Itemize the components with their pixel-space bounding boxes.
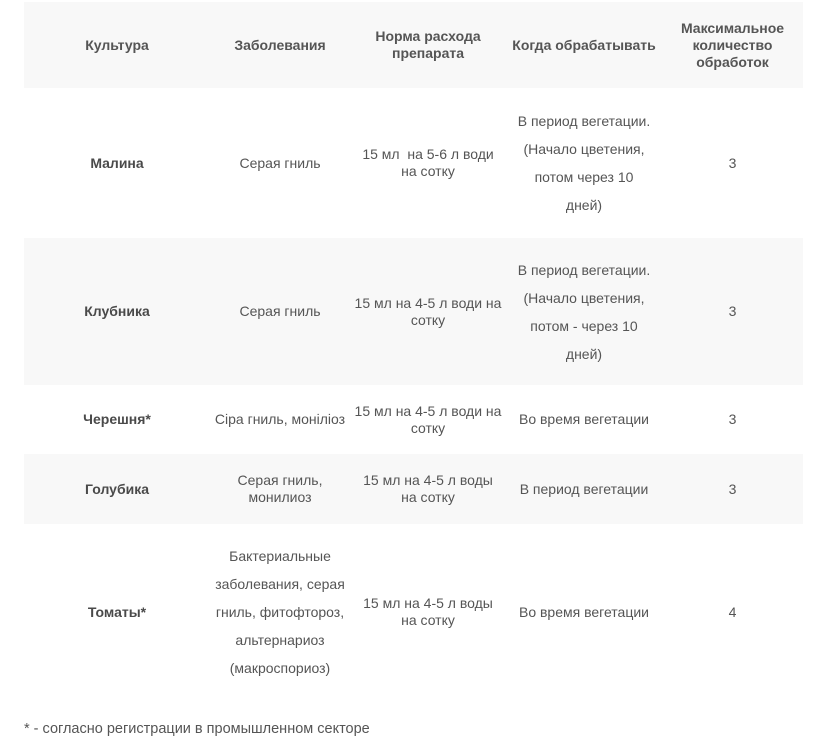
header-rate [350, 2, 506, 88]
table-row [24, 238, 803, 385]
cell-rate [350, 385, 506, 454]
cell-line: монилиоз [248, 489, 312, 505]
header-when: Когда обрабатывать [512, 36, 656, 53]
header-row [24, 2, 803, 88]
header-max-line: Максимальное [680, 19, 785, 36]
header-max-line: обработок [696, 53, 769, 70]
cell-diseases [210, 524, 350, 700]
table-row [24, 88, 803, 238]
cell-line: Бактериальные [229, 548, 331, 564]
header-culture: Культура [85, 36, 149, 53]
cell-max: 3 [728, 303, 737, 319]
table-body [24, 88, 803, 700]
cell-when [506, 524, 662, 700]
cell-line: (Начало цветения, [523, 289, 645, 306]
cell-line: 15 мл на 4-5 л воды [363, 595, 493, 611]
cell-line: 15 мл на 5-6 л води [362, 146, 494, 162]
table-row [24, 385, 803, 454]
header-max-line: количество [692, 36, 773, 53]
cell-line: 15 мл на 4-5 л води на [354, 294, 502, 311]
cell-culture: Голубика [85, 480, 149, 497]
header-max-treatments [662, 2, 803, 88]
header-rate-line: препарата [391, 45, 465, 61]
cell-when [506, 385, 662, 454]
cell-max: 3 [728, 154, 737, 171]
footnote: * - согласно регистрации в промышленном секторе [24, 721, 370, 737]
cell-line: на сотку [401, 489, 455, 505]
cell-diseases [210, 88, 350, 238]
cell-line: Сіра гниль, моніліоз [214, 411, 346, 427]
cell-line: на сотку [401, 612, 455, 628]
cell-when [506, 238, 662, 385]
cell-max: 4 [728, 603, 737, 620]
treatment-table [24, 2, 803, 700]
cell-rate [350, 454, 506, 524]
cell-line: потом через 10 [534, 169, 634, 185]
cell-culture: Черешня* [83, 411, 151, 427]
cell-line: 15 мл на 4-5 л води на [354, 402, 502, 419]
cell-line: сотку [410, 419, 446, 436]
cell-rate [350, 88, 506, 238]
header-diseases: Заболевания [234, 36, 326, 53]
cell-line: дней) [565, 197, 603, 213]
cell-line: В период вегетации. [517, 261, 651, 278]
cell-culture: Клубника [84, 303, 150, 319]
cell-line: В период вегетации [519, 480, 649, 497]
cell-culture: Малина [90, 154, 144, 171]
cell-when [506, 454, 662, 524]
cell-line: Во время вегетации [518, 603, 649, 620]
treatment-table-container [24, 2, 803, 700]
table-header [24, 2, 803, 88]
cell-line: потом - через 10 [530, 317, 638, 334]
cell-culture: Томаты* [87, 603, 147, 620]
cell-max: 3 [728, 480, 737, 497]
cell-diseases [210, 454, 350, 524]
cell-line: заболевания, серая [215, 576, 345, 592]
cell-line: Серая гниль [239, 303, 321, 319]
cell-line: альтернариоз [235, 632, 325, 648]
cell-line: В период вегетации. [517, 113, 651, 129]
header-rate-line: Норма расхода [375, 28, 481, 44]
cell-diseases [210, 385, 350, 454]
cell-line: (Начало цветения, [523, 141, 645, 157]
cell-line: на сотку [401, 163, 455, 179]
table-row [24, 524, 803, 700]
table-row [24, 454, 803, 524]
cell-line: Серая гниль [239, 154, 321, 171]
cell-max: 3 [728, 411, 737, 427]
cell-rate [350, 524, 506, 700]
cell-line: Серая гниль, [237, 472, 323, 488]
cell-diseases [210, 238, 350, 385]
cell-when [506, 88, 662, 238]
cell-line: Во время вегетации [518, 411, 649, 427]
cell-line: 15 мл на 4-5 л воды [363, 472, 493, 488]
cell-rate [350, 238, 506, 385]
cell-line: сотку [410, 311, 446, 328]
cell-line: гниль, фитофтороз, [215, 604, 345, 620]
cell-line: дней) [565, 345, 603, 362]
cell-line: (макроспориоз) [229, 660, 331, 676]
